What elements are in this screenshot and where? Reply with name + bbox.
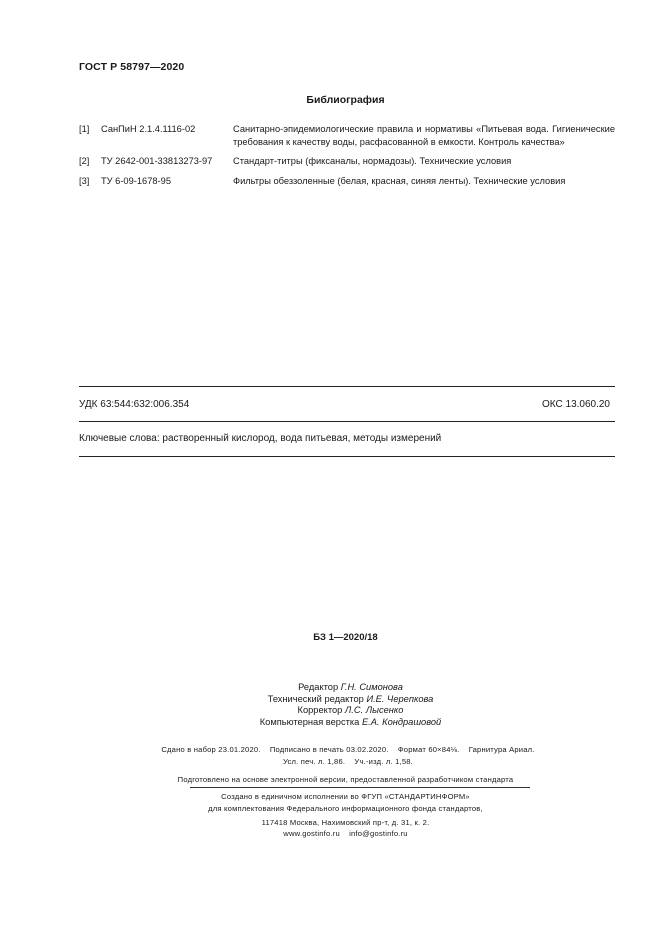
credit-name: Г.Н. Симонова [340,682,403,692]
credit-tech-editor [40,694,661,706]
entry-number: [2] [79,156,90,167]
credit-editor [40,682,661,694]
divider-top [79,386,615,387]
credit-name: И.Е. Черепкова [366,693,434,704]
entry-code: ТУ 6-09-1678-95 [101,175,171,186]
entry-description: Стандарт-титры (фиксаналы, нормадозы). Технические условия [233,156,512,167]
credit-label: Технический редактор [267,693,364,704]
entry-code: СанПиН 2.1.4.1116-02 [101,124,196,134]
publisher-info [0,791,661,815]
divider-bottom [79,456,615,457]
credit-name: Е.А. Кондрашовой [361,716,442,727]
credit-label: Редактор [298,682,339,692]
divider-middle [79,421,615,422]
entry-description: Санитарно-эпидемиологические правила и нормативы «Питьевая вода. Гигиенические требования к качеству воды, расфасованной в емкости. Контроль качества» [233,124,615,147]
divider-short [190,787,530,788]
keywords: Ключевые слова: растворенный кислород, вода питьевая, методы измерений [79,433,442,444]
bibliography-title: Библиография [306,94,385,106]
udk-code: УДК 63:544:632:006.354 [79,399,190,410]
bibliography-list [79,123,615,194]
credit-corrector [40,705,661,717]
publisher-line: Создано в единичном исполнении во ФГУП «СТАНДАРТИНФОРМ» [221,792,470,801]
credit-label: Корректор [297,705,343,716]
document-code: ГОСТ Р 58797—2020 [79,61,185,73]
entry-number: [3] [79,175,90,186]
oks-code: ОКС 13.060.20 [542,399,610,410]
entry-description: Фильтры обеззоленные (белая, красная, синяя ленты). Технические условия [233,175,566,186]
entry-number: [1] [79,124,90,134]
credit-name: Л.С. Лысенко [344,705,404,716]
credit-label: Компьютерная верстка [259,716,360,727]
address-info [0,817,661,839]
print-info-line: Сдано в набор 23.01.2020. Подписано в печать 03.02.2020. Формат 60×84⅛. Гарнитура Ариал. [161,745,535,754]
bz-code: БЗ 1—2020/18 [313,632,378,643]
entry-code: ТУ 2642-001-33813273-97 [101,156,213,167]
credits-block [0,682,661,728]
prepared-note: Подготовлено на основе электронной версии, предоставленной разработчиком стандарта [177,775,514,784]
bibliography-entry [79,155,615,168]
bibliography-entry [79,123,615,148]
credit-layout [40,717,661,729]
print-info [0,744,661,768]
bibliography-entry [79,175,615,188]
address-web: www.gostinfo.ru info@gostinfo.ru [283,829,408,838]
address-line: 117418 Москва, Нахимовский пр-т, д. 31, к. 2. [261,818,430,827]
print-info-line: Усл. печ. л. 1,86. Уч.-изд. л. 1,58. [283,757,413,766]
publisher-line: для комплектования Федерального информационного фонда стандартов, [208,804,483,813]
